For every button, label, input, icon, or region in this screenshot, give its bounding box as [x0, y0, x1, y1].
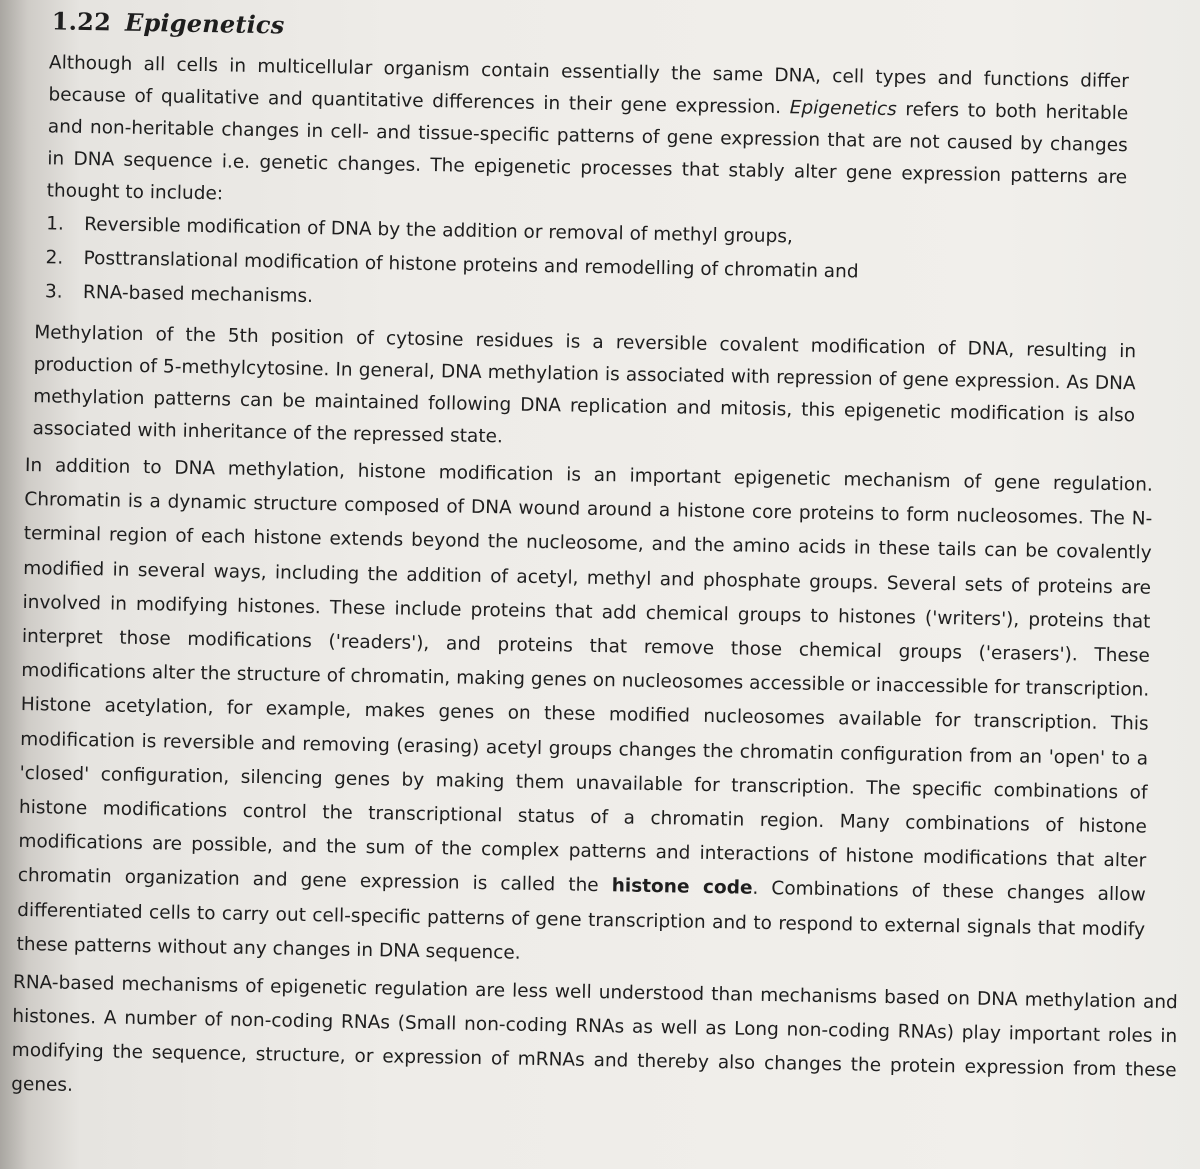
rna-paragraph: RNA-based mechanisms of epigenetic regulation are less well understood than mechanisms based on DNA methylation and histones. A number of non-coding RNAs (Small non-coding RNAs as well as Long non-coding RNAs) play important roles in modifying the sequence, structure, or expression of mRNAs and thereby also changes the protein expression from these genes. — [10, 971, 1178, 1096]
histone-text-part2: . Combinations of these changes allow differentiated cells to carry out cell-specific patterns of gene transcription and to respond to external signals that modify these patterns without any changes in DNA sequence. — [16, 878, 1146, 964]
list-item-text: RNA-based mechanisms. — [82, 281, 314, 307]
list-item-number: 1. — [46, 213, 65, 235]
section-number: 1.22 — [51, 6, 112, 37]
section-heading — [51, 6, 1179, 55]
intro-text-part2: refers to both heritable and non-heritable changes in cell- and tissue-specific patterns of gene expression that are not caused by changes in DNA sequence i.e. genetic changes. The epigenetic processes that stably alter gene expression patterns are thought to include: — [46, 99, 1129, 205]
histone-paragraph — [16, 449, 1153, 982]
epigenetic-process-list — [45, 207, 1177, 329]
list-item-text: Reversible modification of DNA by the addition or removal of methyl groups, — [84, 213, 794, 248]
section-title: Epigenetics — [124, 7, 285, 40]
histone-text-part1: In addition to DNA methylation, histone modification is an important epigenetic mechanism of gene regulation. Chromatin is a dynamic structure composed of DNA wound around a histone core proteins to form nucleosomes. The N-terminal region of each histone extends beyond the nucleosome, and the amino acids in these tails can be covalently modified in several ways, including the addition of acetyl, methyl and phosphate groups. Several sets of proteins are involved in modifying histones. These include proteins that add chemical groups to histones ('writers'), proteins that interpret those modifications ('readers'), and proteins that remove those chemical groups ('erasers'). These modifications alter the structure of chromatin, making genes on nucleosomes accessible or inaccessible for transcription. Histone acetylation, for example, makes genes on these modified nucleosomes available for transcription. This modification is reversible and removing (erasing) acetyl groups changes the chromatin configuration from an 'open' to a 'closed' configuration, silencing genes by making them unavailable for transcription. The specific combinations of histone modifications control the transcriptional status of a chromatin region. Many combinations of histone modifications are possible, and the sum of the complex patterns and interactions of histone modifications that alter chromatin organization and gene expression is called the — [17, 454, 1153, 897]
list-item-number: 3. — [44, 281, 63, 303]
histone-code-term: histone code — [611, 875, 753, 900]
methylation-paragraph: Methylation of the 5th position of cytosine residues is a reversible covalent modification of DNA, resulting in production of 5-methylcytosine. In general, DNA methylation is associated with repression of gene expression. As DNA methylation patterns can be maintained following DNA replication and mitosis, this epigenetic modification is also associated with inheritance of the repressed state. — [32, 322, 1137, 448]
intro-term-epigenetics: Epigenetics — [789, 97, 897, 121]
list-item-number: 2. — [45, 247, 64, 269]
page-content — [11, 6, 1180, 1122]
intro-paragraph — [46, 47, 1129, 226]
intro-text-part1: Although all cells in multicellular organism contain essentially the same DNA, cell types and functions differ because of qualitative and quantitative differences in their gene expression. — [48, 52, 1130, 119]
list-item-text: Posttranslational modification of histone proteins and remodelling of chromatin and — [83, 247, 859, 283]
